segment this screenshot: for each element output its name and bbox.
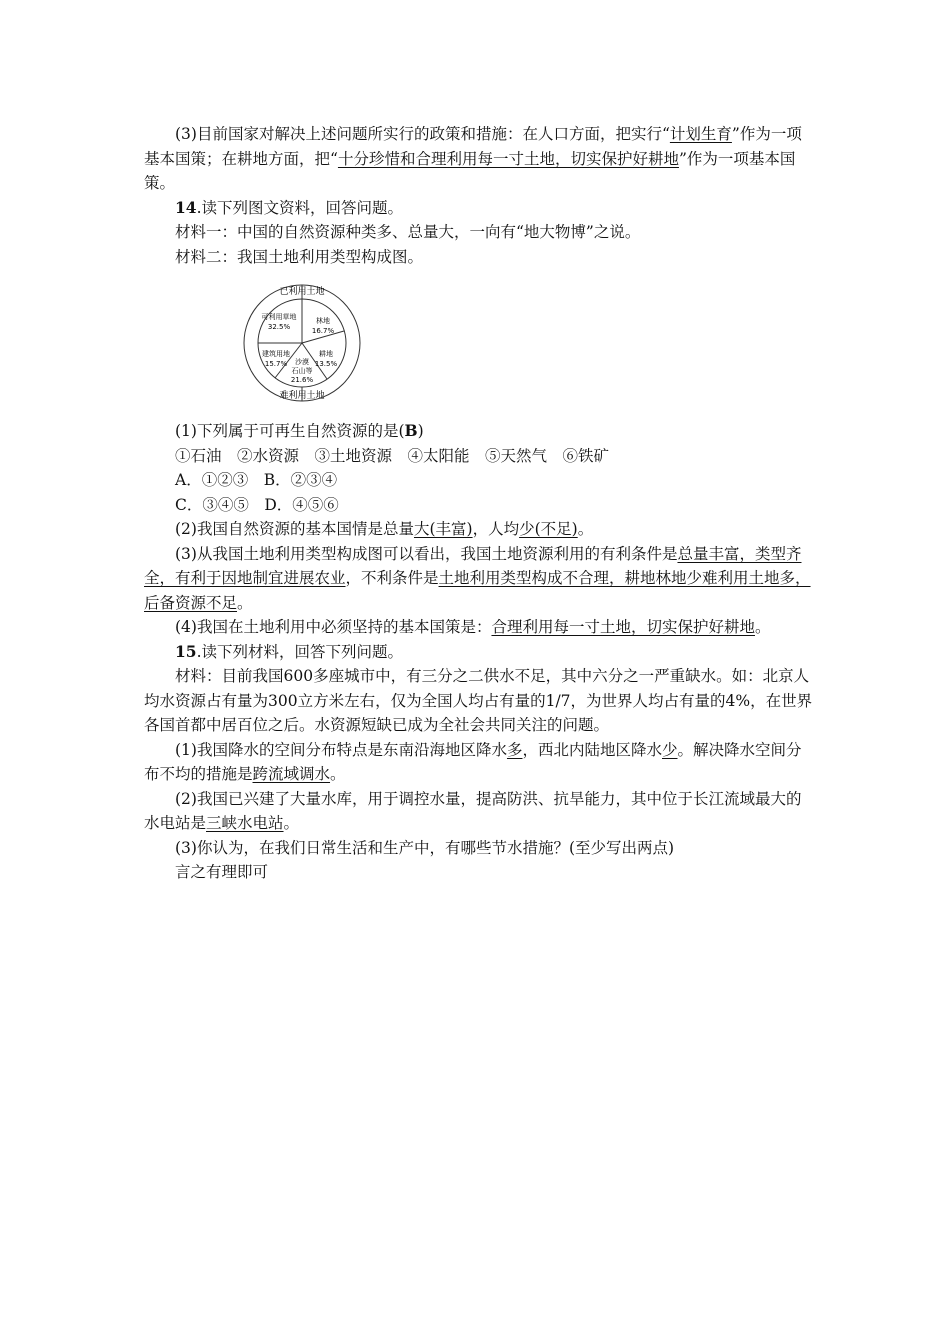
slice-value-construction: 15.7% — [264, 360, 288, 368]
answer-blank: 多 — [506, 740, 523, 759]
slice-label-construction: 建筑用地 — [262, 350, 290, 358]
q15-part3: (3)你认为，在我们日常生活和生产中，有哪些节水措施？(至少写出两点) — [175, 838, 675, 857]
pie-svg — [232, 273, 372, 413]
q15-part3-answer: 言之有理即可 — [175, 863, 269, 881]
answer-blank: 合理利用每一寸土地，切实保护好耕地 — [491, 618, 755, 636]
q14-heading: 14.读下列图文资料，回答问题。 — [175, 197, 404, 217]
q14-material2: 材料二：我国土地利用类型构成图。 — [175, 247, 424, 266]
q13-part3: (3)目前国家对解决上述问题所实行的政策和措施：在人口方面，把实行“计划生育”作为一项基本国策；在耕地方面，把“十分珍惜和合理利用每一寸土地，切实保护好耕地”作为一项基本国策。 — [144, 125, 802, 192]
slice-label-grassland: 可利用草地 — [261, 313, 297, 321]
land-use-pie-chart — [232, 273, 372, 413]
answer-blank: 三峡水电站 — [206, 814, 284, 832]
q15-heading: 15.读下列材料，回答下列问题。 — [175, 641, 404, 661]
ring-label-unused: 难利用土地 — [279, 391, 325, 401]
answer-blank: 总量丰富，类型齐全，有利于因地制宜进展农业 — [144, 544, 802, 587]
slice-value-farmland: 13.5% — [314, 360, 338, 368]
q14-part3: (3)从我国土地利用类型构成图可以看出，我国土地资源利用的有利条件是总量丰富，类型齐全，有利于因地制宜进展农业，不利条件是土地利用类型构成不合理，耕地林地少难利用土地多，后备资源不足。 — [144, 544, 811, 612]
slice-label-farmland: 耕地 — [319, 350, 333, 358]
q14-part1-options-cd: C．③④⑤ D．④⑤⑥ — [175, 495, 339, 514]
q14-part4: (4)我国在土地利用中必须坚持的基本国策是：合理利用每一寸土地，切实保护好耕地。 — [175, 618, 771, 636]
answer-blank: 土地利用类型构成不合理，耕地林地少难利用土地多，后备资源不足 — [144, 569, 811, 612]
answer-blank: 少(不足) — [519, 520, 578, 538]
slice-label-desert-2: 石山等 — [291, 367, 313, 375]
q14-part2: (2)我国自然资源的基本国情是总量大(丰富)，人均少(不足)。 — [175, 520, 594, 538]
q15-part1: (1)我国降水的空间分布特点是东南沿海地区降水多，西北内陆地区降水少。解决降水空间分布不均的措施是跨流域调水。 — [144, 740, 802, 783]
slice-label-desert-1: 沙漠 — [295, 358, 309, 366]
document-page — [144, 122, 814, 885]
slice-value-grassland: 32.5% — [267, 323, 291, 331]
q14-material1: 材料一：中国的自然资源种类多、总量大，一向有“地大物博”之说。 — [175, 223, 641, 241]
q15-material: 材料：目前我国600多座城市中，有三分之二供水不足，其中六分之一严重缺水。如：北京人均水资源占有量为300立方米左右，仅为全国人均占有量的1/7，为世界人均占有量的4%，在世界各国首都中居百位之后。水资源短缺已成为全社会共同关注的问题。 — [144, 667, 813, 734]
answer-blank: 计划生育 — [669, 125, 732, 143]
ring-label-used: 已利用土地 — [279, 287, 325, 297]
slice-value-forest: 16.7% — [311, 327, 335, 335]
q15-part2: (2)我国已兴建了大量水库，用于调控水量，提高防洪、抗旱能力，其中位于长江流域最大的水电站是三峡水电站。 — [144, 789, 802, 832]
slice-label-forest: 林地 — [316, 317, 330, 325]
slice-value-desert: 21.6% — [290, 376, 314, 384]
q14-part1: (1)下列属于可再生自然资源的是(B) — [175, 421, 424, 440]
answer-blank: 跨流域调水 — [252, 765, 331, 783]
answer-blank: 少 — [662, 740, 678, 759]
q14-part1-items: ①石油 ②水资源 ③土地资源 ④太阳能 ⑤天然气 ⑥铁矿 — [175, 446, 610, 465]
answer-blank: 大(丰富) — [413, 520, 473, 538]
answer-blank: 十分珍惜和合理利用每一寸土地，切实保护好耕地 — [337, 149, 679, 168]
q14-part1-options-ab: A．①②③ B．②③④ — [175, 471, 338, 489]
answer-choice: B — [404, 421, 418, 440]
